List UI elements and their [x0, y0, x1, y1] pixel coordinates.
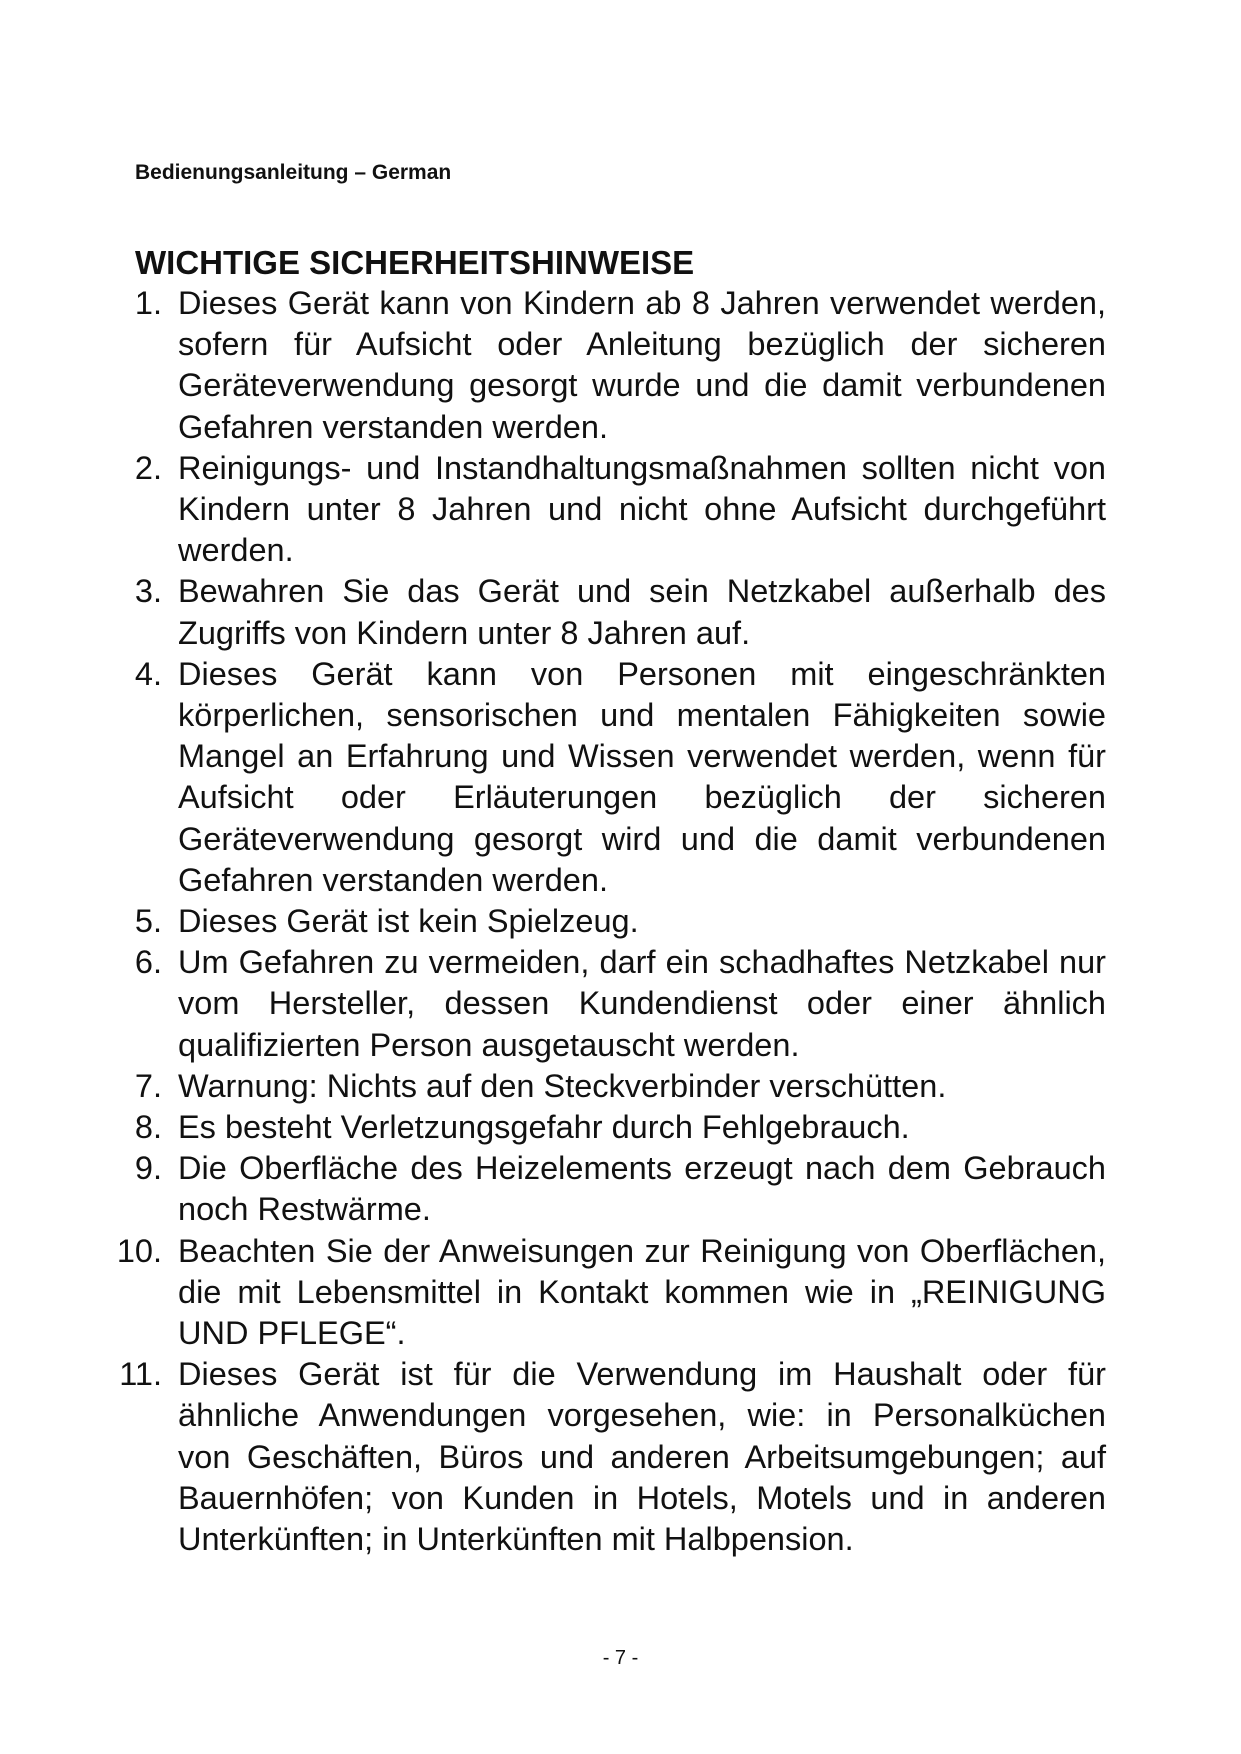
- list-item: [106, 654, 1106, 901]
- list-item: [106, 448, 1106, 572]
- item-number: 11.: [119, 1356, 162, 1393]
- list-item: [106, 1354, 1106, 1560]
- page-number: - 7 -: [602, 1647, 639, 1669]
- document-header: Bedienungsanleitung – German: [135, 161, 452, 184]
- list-item: [106, 1231, 1106, 1355]
- list-item: [106, 1107, 1106, 1148]
- list-item: [106, 1148, 1106, 1230]
- item-text: Um Gefahren zu vermeiden, darf ein schadhaftes Netzkabel nur vom Hersteller, dessen Kundendienst oder einer ähnlich qualifizierten Person ausgetauscht werden.: [178, 944, 1106, 1063]
- item-number: 8.: [134, 1109, 162, 1146]
- item-number: 5.: [134, 903, 162, 940]
- item-number: 6.: [134, 944, 162, 981]
- item-number: 3.: [134, 573, 162, 610]
- list-item: [106, 571, 1106, 653]
- item-text: Beachten Sie der Anweisungen zur Reinigung von Oberflächen, die mit Lebensmittel in Kontakt kommen wie in „REINIGUNG UND PFLEGE“.: [178, 1232, 1106, 1352]
- item-number: 10.: [116, 1232, 162, 1269]
- list-item: [106, 283, 1106, 448]
- item-number: 2.: [134, 449, 162, 486]
- item-text: Reinigungs- und Instandhaltungsmaßnahmen sollten nicht von Kindern unter 8 Jahren und nicht ohne Aufsicht durchgeführt werden.: [178, 449, 1106, 569]
- item-text: Es besteht Verletzungsgefahr durch Fehlgebrauch.: [178, 1109, 910, 1146]
- section-title: WICHTIGE SICHERHEITSHINWEISE: [135, 244, 695, 281]
- item-text: Dieses Gerät ist für die Verwendung im Haushalt oder für ähnliche Anwendungen vorgesehen, wie: in Personalküchen von Geschäften, Büros und anderen Arbeitsumgebungen; auf Bauernhöfen; von Kunden in Hotels, Motels und in anderen Unterkünften; in Unterkünften mit Halbpension.: [178, 1356, 1106, 1558]
- list-item: [106, 942, 1106, 1066]
- item-text: Bewahren Sie das Gerät und sein Netzkabel außerhalb des Zugriffs von Kindern unter 8 Jahren auf.: [178, 573, 1106, 651]
- item-number: 7.: [134, 1067, 162, 1104]
- item-text: Warnung: Nichts auf den Steckverbinder verschütten.: [178, 1067, 947, 1104]
- list-item: [106, 1066, 1106, 1107]
- item-text: Dieses Gerät ist kein Spielzeug.: [178, 903, 639, 940]
- item-number: 9.: [134, 1150, 162, 1187]
- item-text: Die Oberfläche des Heizelements erzeugt nach dem Gebrauch noch Restwärme.: [178, 1150, 1106, 1228]
- item-text: Dieses Gerät kann von Personen mit eingeschränkten körperlichen, sensorischen und mentalen Fähigkeiten sowie Mangel an Erfahrung und Wissen verwendet werden, wenn für Aufsicht oder Erläuterungen bezüglich der sicheren Geräteverwendung gesorgt wird und die damit verbundenen Gefahren verstanden werden.: [178, 655, 1106, 898]
- list-item: [106, 901, 1106, 942]
- item-number: 1.: [134, 285, 162, 321]
- item-number: 4.: [134, 655, 162, 692]
- item-text: Dieses Gerät kann von Kindern ab 8 Jahren verwendet werden, sofern für Aufsicht oder Anleitung bezüglich der sicheren Geräteverwendung gesorgt wurde und die damit verbundenen Gefahren verstanden werden.: [178, 285, 1106, 445]
- safety-instructions-list: [106, 283, 1106, 1560]
